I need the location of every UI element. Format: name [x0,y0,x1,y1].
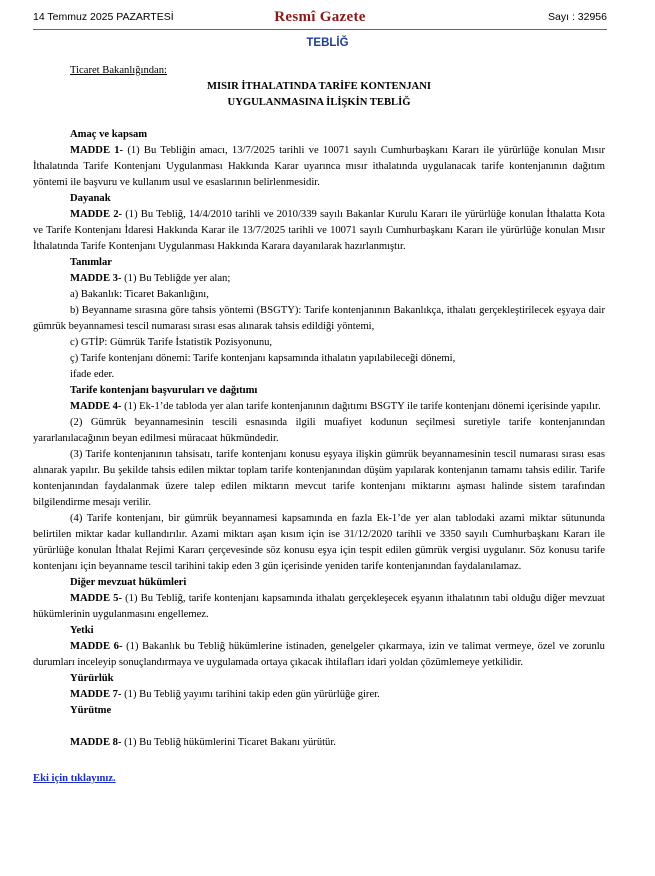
article-2 [33,207,605,255]
section-title: TEBLİĞ [306,37,349,49]
heading-other-legislation: Diğer mevzuat hükümleri [70,577,187,588]
article-5 [33,591,605,623]
article-8-text: (1) Bu Tebliğ hükümlerini Ticaret Bakanı yürütür. [121,737,336,748]
heading-definitions: Tanımlar [70,257,112,268]
article-6-label: MADDE 6- [70,641,123,652]
definition-a: a) Bakanlık: Ticaret Bakanlığını, [70,289,209,300]
heading-applications-distribution: Tarife kontenjanı başvuruları ve dağıtımı [70,385,258,396]
article-6-text: (1) Bakanlık bu Tebliğ hükümlerine istinaden, genelgeler çıkarmaya, izin ve talimat vermeye, özel ve zorunlu durumları inceleyip sonuçlandırmaya ve uygulamada ortaya çıkacak ihtilafları idari yoldan çözümlemeye yetkilidir. [33,641,605,668]
article-4-text-1: (1) Ek-1’de tabloda yer alan tarife kontenjanının dağıtımı BSGTY ile tarife kontenjanı dönemi içerisinde yapılır. [121,401,601,412]
header-divider [33,29,607,30]
article-8 [33,735,605,751]
article-4-label: MADDE 4- [70,401,122,412]
issue-date: 14 Temmuz 2025 PAZARTESİ [33,11,174,23]
issue-number: Sayı : 32956 [548,11,607,23]
article-3 [33,271,605,287]
gazette-header [33,9,607,31]
article-4-para-1 [33,399,605,415]
document-body [33,63,605,787]
article-7-text: (1) Bu Tebliğ yayımı tarihini takip eden gün yürürlüğe girer. [121,689,380,700]
attachment-link[interactable]: Eki için tıklayınız. [33,773,116,784]
article-1-text: (1) Bu Tebliğin amacı, 13/7/2025 tarihli ve 10071 sayılı Cumhurbaşkanı Kararı ile yürürlüğe konulan Mısır İthalatında Tarife Kontenjanı Uygulanması Hakkında Karar uyarınca mısır ithalatında uygulanacak tarife kontenjanının dağıtım yöntemi ile başvuru ve kullanım usul ve esaslarının belirlenmesidir. [33,145,605,188]
article-3-label: MADDE 3- [70,273,122,284]
article-7 [33,687,605,703]
article-4-para-3: (3) Tarife kontenjanının tahsisatı, tarife kontenjanı konusu eşyaya ilişkin gümrük beyannamesinin tescil numarası sırası esas alınarak yapılır. Bu şekilde tahsis edilen miktar toplam tarife kontenjanından düşüm yapılarak kontenjanın tamamı tahsis edilir. Tarife kontenjanından faydalanmak üzere talep edilen miktarın mevcut tarife kontenjanı miktarını aşması halinde sistem tarafından bilgilendirme mesajı verilir. [33,449,605,508]
article-8-label: MADDE 8- [70,737,122,748]
article-4-para-2: (2) Gümrük beyannamesinin tescili esnasında ilgili muafiyet kodunun seçilmesi suretiyle tarife kontenjanından yararlanılacağının beyan edilmesi müracaat hükmündedir. [33,417,605,444]
article-3-text: (1) Bu Tebliğde yer alan; [121,273,231,284]
article-5-text: (1) Bu Tebliğ, tarife kontenjanı kapsamında ithalatı gerçekleşecek eşyanın ithalatının tabi olduğu diğer mevzuat hükümlerinin uygulanmasını engellemez. [33,593,605,620]
issuing-ministry: Ticaret Bakanlığından: [70,65,167,76]
document-title-line-1: MISIR İTHALATINDA TARİFE KONTENJANI [207,81,431,92]
article-5-label: MADDE 5- [70,593,122,604]
heading-execution: Yürütme [70,705,112,716]
article-2-text: (1) Bu Tebliğ, 14/4/2010 tarihli ve 2010/339 sayılı Bakanlar Kurulu Kararı ile yürürlüğe konulan İthalatta Kota ve Tarife Kontenjanı İdaresi Hakkında Karar ile 13/7/2025 tarihli ve 10071 sayılı Cumhurbaşkanı Kararı ile yürürlüğe konulan Mısır İthalatında Tarife Kontenjanı Uygulanması Hakkında Karara dayanılarak hazırlanmıştır. [33,209,605,252]
article-1-label: MADDE 1- [70,145,124,156]
document-title-line-2: UYGULANMASINA İLİŞKİN TEBLİĞ [227,97,411,108]
gazette-title: Resmî Gazete [274,9,366,25]
article-1 [33,143,605,191]
article-7-label: MADDE 7- [70,689,122,700]
article-2-label: MADDE 2- [70,209,123,220]
article-4-para-4: (4) Tarife kontenjanı, bir gümrük beyannamesi kapsamında en fazla Ek-1’de yer alan tablodaki azami miktar sütununda belirtilen miktar kadar kullandırılır. Azami miktarı aşan kısım için ise 31/12/2020 tarihli ve 3350 sayılı Cumhurbaşkanı Kararı ile yürürlüğe konulan İthalat Rejimi Kararı çerçevesinde söz konusu eşya için tespit edilen gümrük vergisi uygulanır. Söz konusu tarife kontenjanı için beyanname tescil tarihini takip eden 3 gün içerisinde yeniden tarife kontenjanından faydalanılamaz. [33,513,605,572]
article-6 [33,639,605,671]
heading-authority: Yetki [70,625,94,636]
definition-c: c) GTİP: Gümrük Tarife İstatistik Pozisyonunu, [70,337,273,348]
heading-basis: Dayanak [70,193,111,204]
definition-ch: ç) Tarife kontenjanı dönemi: Tarife kontenjanı kapsamında ithalatın yapılabileceği dönemi, [70,353,456,364]
heading-purpose-scope: Amaç ve kapsam [70,129,148,140]
heading-entry-into-force: Yürürlük [70,673,114,684]
definitions-end: ifade eder. [70,369,115,380]
attachment-link-container [33,771,605,787]
definition-b: b) Beyanname sırasına göre tahsis yöntemi (BSGTY): Tarife kontenjanının Bakanlıkça, ithalatı gerçekleştirilecek eşyaya dair gümrük beyannamesi tescil numarası sırası esas alınarak tahsis edildiği yöntemi, [33,305,605,332]
